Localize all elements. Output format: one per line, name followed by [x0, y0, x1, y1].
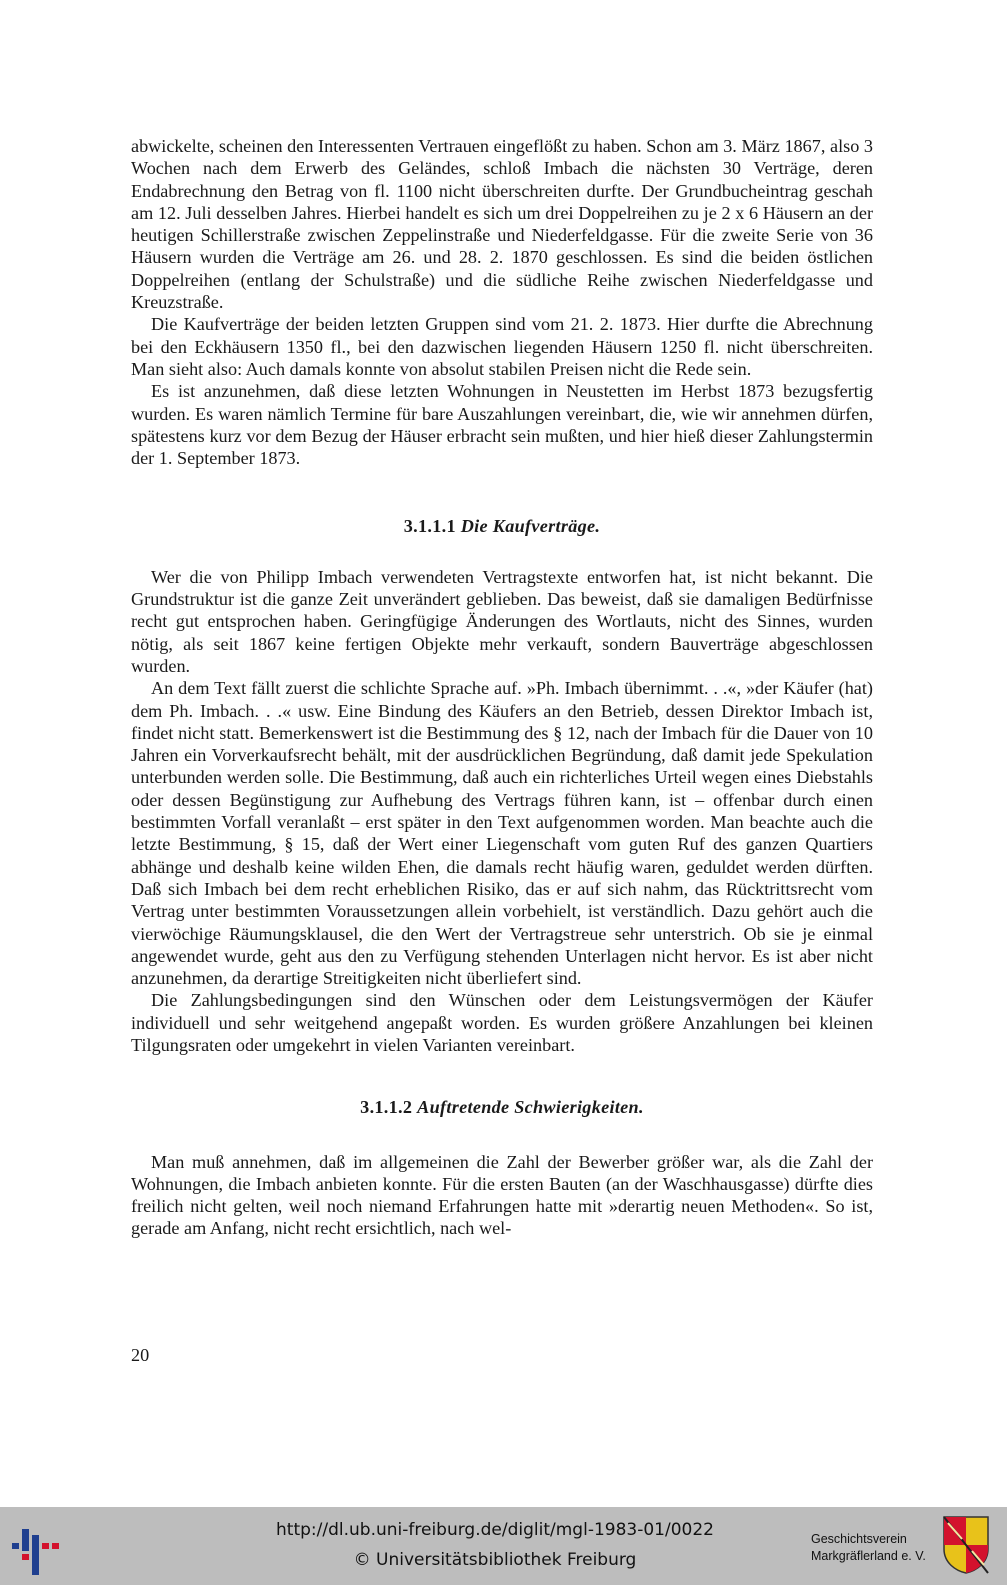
section-number: 3.1.1.2	[360, 1097, 413, 1118]
society-line-2: Markgräflerland e. V.	[811, 1549, 926, 1563]
paragraph: Man muß annehmen, daß im allgemeinen die Zahl der Bewerber größer war, als die Zahl der Wohnungen, die Imbach anbieten konnte. Für die ersten Bauten (an der Waschhausgasse) dürfte dies freilich nicht gelten, weil noch niemand Erfahrungen hatte mit »derartig neuen Methoden«. So ist, gerade am Anfang, nicht recht ersichtlich, nach wel-	[131, 1151, 873, 1239]
paragraph: Die Zahlungsbedingungen sind den Wünschen oder dem Leistungsvermögen der Käufer individuell und sehr weitgehend angepaßt worden. Es wurden größere Anzahlungen bei kleinen Tilgungsraten oder umgekehrt in vielen Varianten vereinbart.	[131, 990, 873, 1055]
section-number: 3.1.1.1	[403, 516, 456, 537]
paragraph: Wer die von Philipp Imbach verwendeten Vertragstexte entworfen hat, ist nicht bekannt. Die Grundstruktur ist die ganze Zeit unverändert geblieben. Das beweist, daß sie damaligen Bedürfnisse recht gut entsprochen haben. Geringfügige Änderungen des Wortlauts, nicht des Sinnes, wurden nötig, als seit 1867 keine fertigen Objekte mehr verkauft, sondern Bauverträge abgeschlossen wurden.	[131, 566, 873, 676]
society-name	[811, 1531, 929, 1565]
paragraph: Es ist anzunehmen, daß diese letzten Wohnungen in Neustetten im Herbst 1873 bezugsfertig wurden. Es waren nämlich Termine für bare Auszahlungen vereinbart, die, wie wir annehmen dürfen, spätestens kurz vor dem Bezug der Häuser erbracht sein mußten, und hier hieß dieser Zahlungstermin der 1. September 1873.	[131, 381, 873, 469]
page-number: 20	[131, 1345, 150, 1365]
paragraph: abwickelte, scheinen den Interessenten Vertrauen eingeflößt zu haben. Schon am 3. März 1867, also 3 Wochen nach dem Erwerb des Geländes, schloß Imbach die nächsten 30 Verträge, deren Endabrechnung den Betrag von fl. 1100 nicht überschreiten durfte. Der Grundbucheintrag geschah am 12. Juli desselben Jahres. Hierbei handelt es sich um drei Doppelreihen zu je 2 x 6 Häusern an der heutigen Schillerstraße zwischen Zeppelinstraße und Niederfeldgasse. Für die zweite Serie von 36 Häusern wurden die Verträge am 26. und 28. 2. 1870 geschlossen. Es sind die beiden östlichen Doppelreihen (entlang der Schulstraße) und die südliche Reihe zwischen Niederfeldgasse und Kreuzstraße.	[131, 136, 873, 313]
section-heading	[131, 515, 873, 537]
ub-freiburg-logo-icon[interactable]	[0, 1507, 80, 1585]
text-column	[131, 135, 873, 1240]
footer-bar	[0, 1507, 1007, 1585]
section-heading	[131, 1096, 873, 1118]
copyright-notice: © Universitätsbibliothek Freiburg	[353, 1550, 637, 1570]
permalink-url[interactable]: http://dl.ub.uni-freiburg.de/diglit/mgl-1983-01/0022	[276, 1520, 714, 1540]
section-title: Die Kaufverträge.	[460, 516, 601, 537]
coat-of-arms-icon[interactable]	[942, 1515, 990, 1575]
section-title: Auftretende Schwierigkeiten.	[417, 1097, 644, 1118]
paragraph: Die Kaufverträge der beiden letzten Gruppen sind vom 21. 2. 1873. Hier durfte die Abrechnung bei den Eckhäusern 1350 fl., bei den dazwischen liegenden Häusern 1250 fl. nicht überschreiten. Man sieht also: Auch damals konnte von absolut stabilen Preisen nicht die Rede sein.	[131, 314, 873, 379]
paragraph: An dem Text fällt zuerst die schlichte Sprache auf. »Ph. Imbach übernimmt. . .«, »der Käufer (hat) dem Ph. Imbach. . .« usw. Eine Bindung des Käufers an den Betrieb, dessen Direktor Imbach ist, findet nicht statt. Bemerkenswert ist die Bestimmung des § 12, nach der Imbach für die Dauer von 10 Jahren ein Vorverkaufsrecht behält, mit der ausdrücklichen Begründung, daß damit jede Spekulation unterbunden werden solle. Die Bestimmung, daß auch ein richterliches Urteil wegen eines Diebstahls oder dessen Begünstigung zur Aufhebung des Vertrags führen kann, ist – offenbar durch einen bestimmten Vorfall veranlaßt – erst später in den Text aufgenommen worden. Man beachte auch die letzte Bestimmung, § 15, daß der Wert einer Liegenschaft vom guten Ruf des ganzen Quartiers abhänge und deshalb keine wilden Ehen, die damals recht häufig waren, geduldet werden dürften. Daß sich Imbach bei dem recht erheblichen Risiko, das er auf sich nahm, das Rücktrittsrecht vom Vertrag unter bestimmten Voraussetzungen allein vorbehielt, ist verständlich. Dazu gehört auch die vierwöchige Räumungsklausel, die den Wert der Vertragstreue sehr unterstrich. Ob sie je einmal angewendet wurde, geht aus den zu Verfügung stehenden Unterlagen nicht hervor. Es ist aber nicht anzunehmen, da derartige Streitigkeiten nicht überliefert sind.	[131, 678, 873, 989]
society-line-1: Geschichtsverein	[811, 1532, 907, 1546]
